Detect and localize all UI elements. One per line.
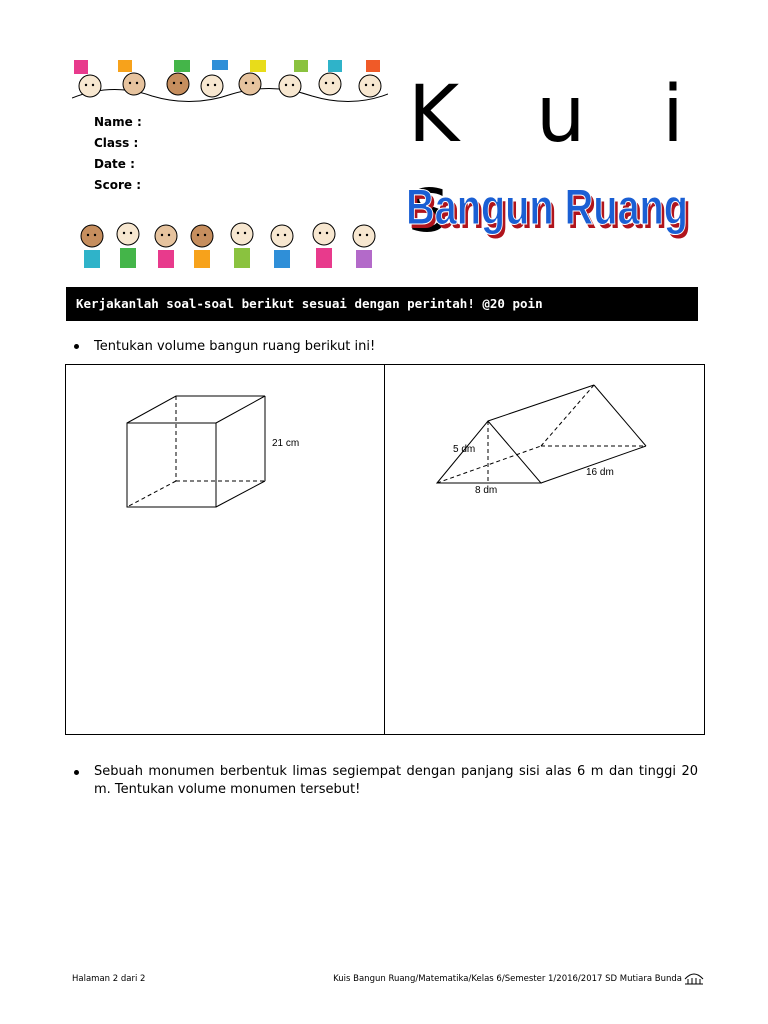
kids-illustration-bottom <box>72 218 388 268</box>
prism-figure <box>436 384 648 486</box>
quiz-subtitle <box>404 160 700 260</box>
student-info-fields <box>94 112 142 196</box>
instruction-banner: Kerjakanlah soal-soal berikut sesuai dengan perintah! @20 poin <box>66 287 698 321</box>
question2-text: Sebuah monumen berbentuk limas segiempat dengan panjang sisi alas 6 m dan tinggi 20 m. Tentukan volume monumen tersebut! <box>94 764 698 797</box>
prism-length-label: 16 dm <box>586 467 614 478</box>
school-logo-icon <box>684 970 704 984</box>
prism-height-label: 5 dm <box>453 444 476 455</box>
footer-source: Kuis Bangun Ruang/Matematika/Kelas 6/Semester 1/2016/2017 SD Mutiara Bunda <box>333 974 682 984</box>
cube-figure <box>126 395 266 510</box>
svg-text:Bangun Ruang: Bangun Ruang <box>409 183 691 239</box>
svg-text:Bangun Ruang: Bangun Ruang <box>406 179 688 235</box>
bullet-icon <box>74 770 79 775</box>
question1-text: Tentukan volume bangun ruang berikut ini! <box>94 339 376 354</box>
grid-divider <box>384 364 385 735</box>
name-field-label: Name : <box>94 115 142 129</box>
prism-base-label: 8 dm <box>475 485 498 496</box>
class-field-label: Class : <box>94 136 139 150</box>
kids-illustration-top <box>72 60 388 110</box>
date-field-label: Date : <box>94 157 135 171</box>
quiz-title: K u i s <box>408 70 710 250</box>
score-field-label: Score : <box>94 178 142 192</box>
cube-edge-label: 21 cm <box>272 438 300 449</box>
footer-page-number: Halaman 2 dari 2 <box>72 974 146 984</box>
bullet-icon <box>74 344 79 349</box>
